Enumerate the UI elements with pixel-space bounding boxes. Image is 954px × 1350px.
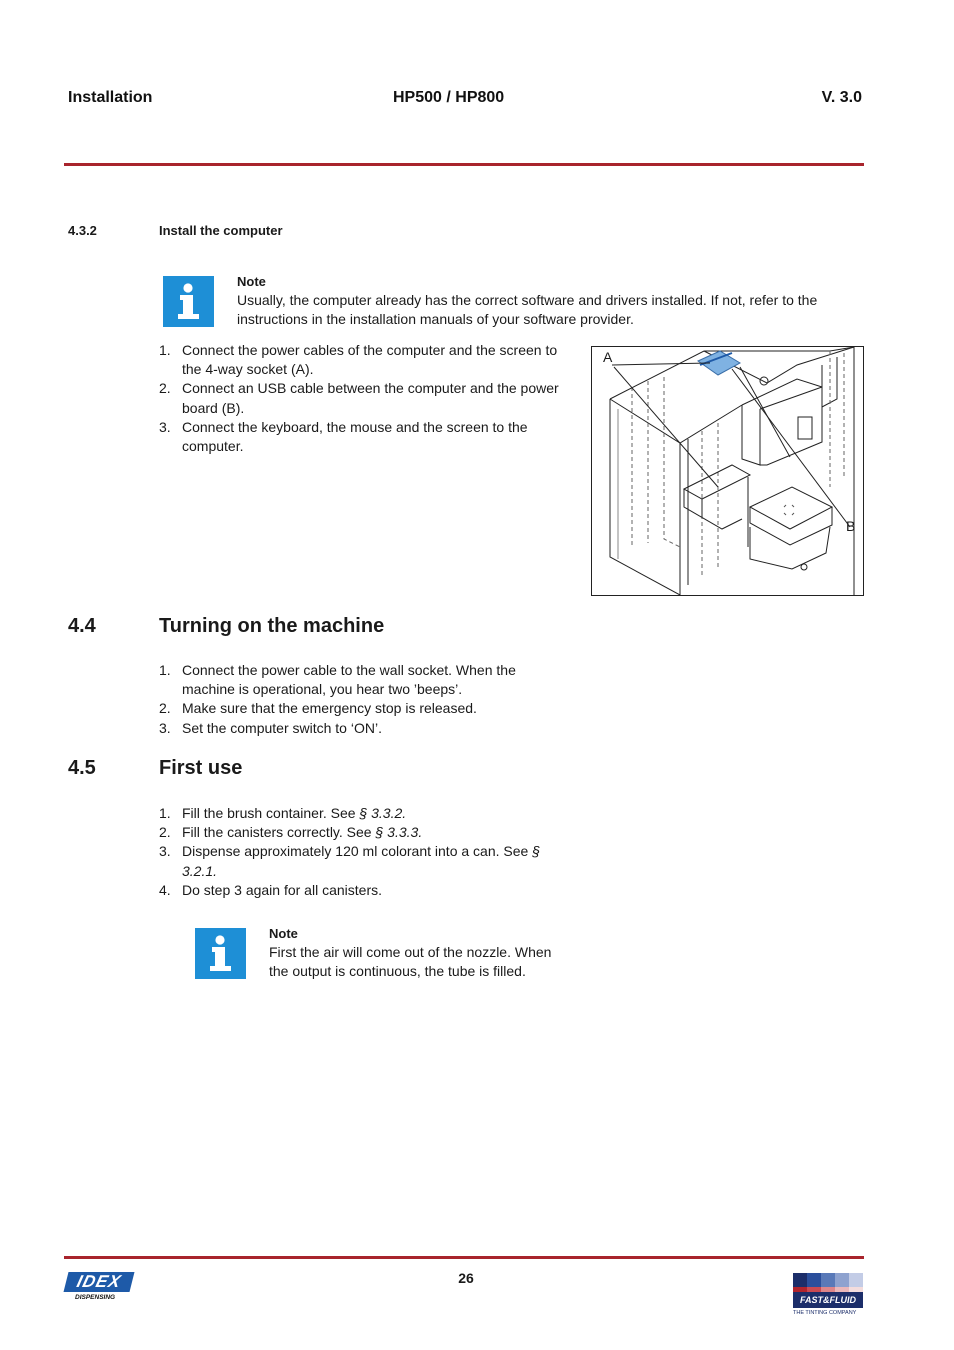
section-reference: § 3.2.1 <box>182 843 540 879</box>
power-on-steps <box>159 661 539 738</box>
subsection-title: Install the computer <box>159 223 283 238</box>
subsection-number: 4.3.2 <box>68 223 97 238</box>
color-swatch-strip <box>793 1273 863 1287</box>
section-number: 4.5 <box>68 757 96 779</box>
note-title: Note <box>269 926 298 941</box>
step-text-after: . <box>402 805 407 821</box>
section-number: 4.4 <box>68 615 96 637</box>
step-text: Make sure that the emergency stop is released. <box>182 700 477 717</box>
list-item <box>159 823 564 842</box>
note-text: Usually, the computer already has the correct software and drivers installed. If not, refer to the instructions in the installation manuals of your software provider. <box>237 292 818 327</box>
step-text: Connect the power cable to the wall socket. When the machine is operational, you hear two ’beeps’. <box>182 662 516 698</box>
step-text: Fill the brush container. See <box>182 805 360 821</box>
section-reference: § 3.3.3 <box>375 824 419 841</box>
step-text: Connect an USB cable between the computer and the power board (B). <box>182 380 559 416</box>
step-number: 2. <box>159 824 171 841</box>
list-item <box>159 804 564 823</box>
step-text: Set the computer switch to ‘ON’. <box>182 719 382 736</box>
step-text: Fill the canisters correctly. See <box>182 824 376 841</box>
fast-fluid-logo <box>793 1273 863 1325</box>
step-number: 1. <box>159 805 171 821</box>
step-text-after: . <box>213 862 218 879</box>
list-item <box>159 418 574 456</box>
machine-figure <box>591 346 864 596</box>
step-text: Do step 3 again for all canisters. <box>182 881 382 898</box>
note-title: Note <box>237 274 266 289</box>
idex-logo-sub: DISPENSING <box>75 1294 116 1301</box>
header-left: Installation <box>68 89 153 106</box>
info-icon <box>163 276 214 327</box>
list-item <box>159 881 564 900</box>
section-title: Turning on the machine <box>159 615 385 637</box>
header-center: HP500 / HP800 <box>393 89 505 106</box>
note-block <box>269 924 569 981</box>
first-use-steps <box>159 804 564 900</box>
list-item <box>159 719 539 738</box>
fast-fluid-wordmark: FAST&FLUID <box>793 1292 863 1308</box>
figure-label-a: A <box>603 349 613 365</box>
fast-fluid-tagline: THE TINTING COMPANY <box>793 1310 857 1316</box>
list-item <box>159 661 539 699</box>
step-number: 2. <box>159 700 171 717</box>
section-reference: § 3.3.2 <box>359 805 403 821</box>
header-rule <box>64 163 864 166</box>
list-item <box>159 699 539 718</box>
list-item <box>159 842 564 880</box>
step-number: 4. <box>159 881 171 898</box>
note-block <box>237 272 847 329</box>
install-steps <box>159 341 574 456</box>
idex-logo-mark: IDEX <box>64 1272 135 1292</box>
machine-illustration <box>592 347 863 595</box>
step-text: Connect the keyboard, the mouse and the screen to the computer. <box>182 418 528 455</box>
note-text: First the air will come out of the nozzle. When the output is continuous, the tube is filled. <box>269 944 552 979</box>
footer-rule <box>64 1256 864 1259</box>
step-number: 3. <box>159 418 171 435</box>
list-item <box>159 341 574 379</box>
page-number: 26 <box>458 1270 474 1286</box>
idex-logo <box>66 1272 136 1304</box>
step-number: 2. <box>159 380 171 397</box>
info-icon <box>195 928 246 979</box>
step-text-after: . <box>418 824 423 841</box>
figure-label-b: B <box>846 518 856 534</box>
step-text: Dispense approximately 120 ml colorant into a can. See <box>182 843 533 860</box>
step-number: 1. <box>159 342 171 358</box>
step-number: 3. <box>159 843 171 860</box>
header-right: V. 3.0 <box>821 89 862 106</box>
step-number: 1. <box>159 662 171 678</box>
section-title: First use <box>159 757 243 779</box>
list-item <box>159 379 574 417</box>
step-number: 3. <box>159 719 171 736</box>
step-text: Connect the power cables of the computer and the screen to the 4-way socket (A). <box>182 342 558 378</box>
